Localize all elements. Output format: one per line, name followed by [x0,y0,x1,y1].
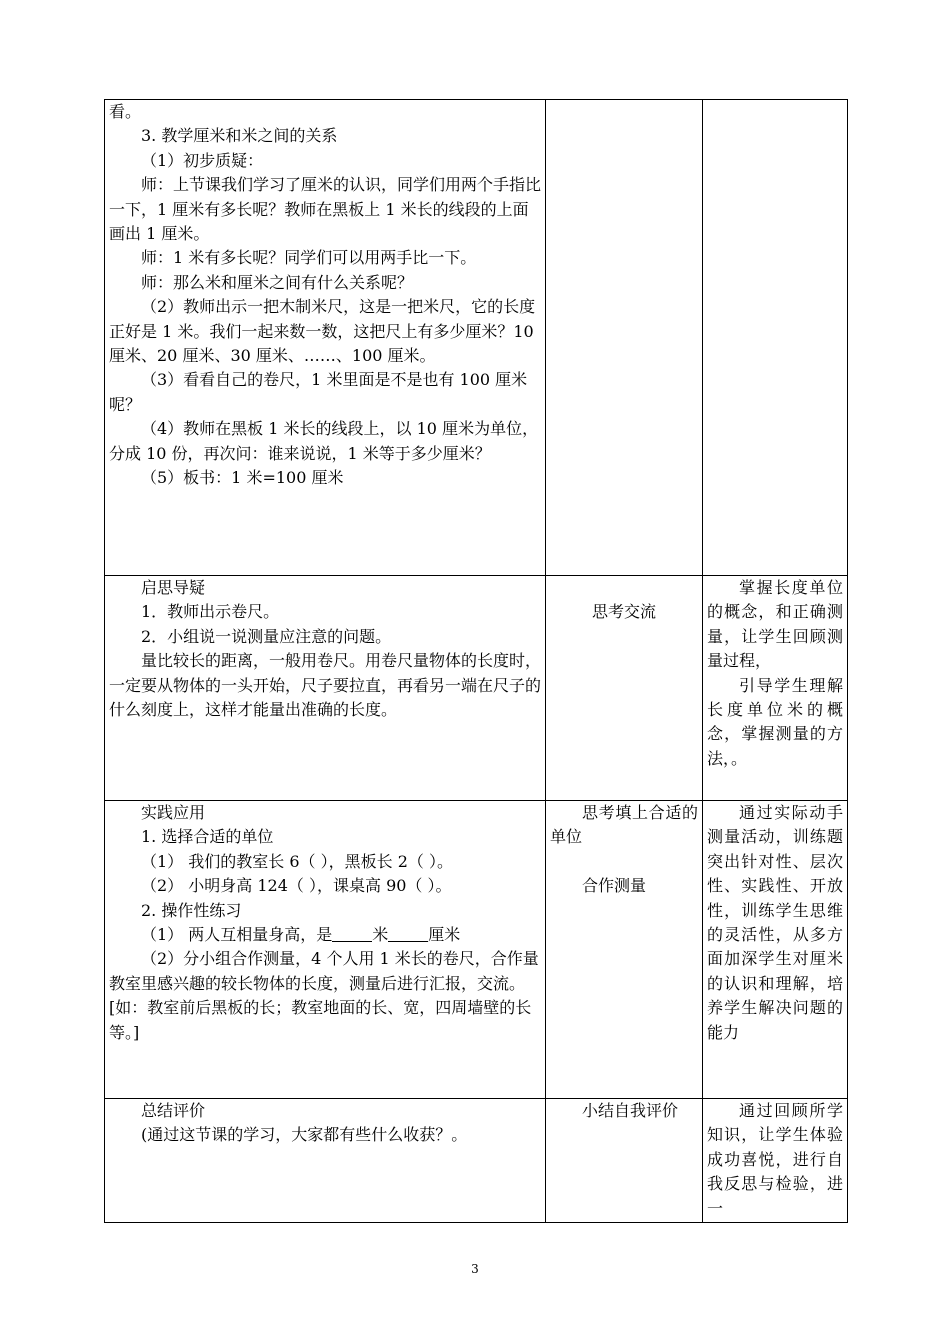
paragraph: （2）分小组合作测量，4 个人用 1 米长的卷尺，合作量教室里感兴趣的较长物体的长度，测量后进行汇报，交流。[如：教室前后黑板的长；教室地面的长、宽，四周墙壁的长等。] [109,949,539,1042]
paragraph: （2）教师出示一把木制米尺，这是一把米尺，它的长度正好是 1 米。我们一起来数一数，这把尺上有多少厘米？10 厘米、20 厘米、30 厘米、……、100 厘米。 [109,297,536,366]
paragraph: 2．小组说一说测量应注意的问题。 [141,626,392,646]
paragraph: （1）初步质疑： [141,150,264,170]
table-row [105,801,848,1099]
paragraph: 1. 选择合适的单位 [141,827,274,847]
paragraph: 掌握长度单位的概念，和正确测量，让学生回顾测量过程， [707,578,843,671]
blank-fill-line [109,923,541,947]
teaching-process-cell [105,576,546,801]
student-activity-cell [546,576,703,801]
lesson-plan-table [104,99,848,1223]
paragraph: （3）看看自己的卷尺，1 米里面是不是也有 100 厘米呢？ [109,370,528,414]
blank-prefix: （1） 两人互相量身高，是 [141,925,333,945]
design-intent-cell [703,100,848,576]
paragraph: 2. 操作性练习 [141,900,242,920]
paragraph: 1．教师出示卷尺。 [141,602,280,622]
table-row [105,576,848,801]
unit-centimeter: 厘米 [428,925,461,945]
blank-centimeters [388,925,428,942]
unit-meter: 米 [372,925,389,945]
paragraph: 师：那么米和厘米之间有什么关系呢？ [141,272,414,292]
page-number: 3 [471,1262,479,1276]
design-intent-cell [703,1099,848,1223]
teaching-process-cell [105,801,546,1099]
paragraph: 量比较长的距离，一般用卷尺。用卷尺量物体的长度时，一定要从物体的一头开始，尺子要拉直，再看另一端在尺子的什么刻度上，这样才能量出准确的长度。 [109,651,542,720]
teaching-process-cell [105,1099,546,1223]
design-intent-cell [703,576,848,801]
student-activity-cell [546,1099,703,1223]
paragraph: 小结自我评价 [582,1101,679,1120]
paragraph: 通过回顾所学知识，让学生体验成功喜悦，进行自我反思与检验，进一 [707,1101,843,1218]
section-heading: 实践应用 [141,803,206,822]
paragraph: 思考填上合适的单位 [550,803,698,847]
table-row [105,1099,848,1223]
paragraph: 通过实际动手测量活动，训练题突出针对性、层次性、实践性、开放性，训练学生思维的灵活性，从多方面加深学生对厘米的认识和理解，培养学生解决问题的能力 [707,803,843,1042]
paragraph: （2） 小明身高 124（ ），课桌高 90（ ）。 [141,876,452,896]
table-row [105,100,848,576]
paragraph: 合作测量 [582,876,647,896]
spacer [550,850,698,874]
teaching-process-cell [105,100,546,576]
paragraph: 师：上节课我们学习了厘米的认识，同学们用两个手指比一下，1 厘米有多长呢？教师在黑板上 1 米长的线段的上面画出 1 厘米。 [109,175,542,244]
paragraph: 思考交流 [591,602,656,621]
paragraph: 引导学生理解长度单位米的概念，掌握测量的方法，。 [707,675,843,768]
paragraph: (通过这节课的学习，大家都有些什么收获？。 [141,1125,468,1145]
section-heading: 总结评价 [141,1101,206,1120]
student-activity-cell [546,100,703,576]
paragraph: （4）教师在黑板 1 米长的线段上，以 10 厘米为单位，分成 10 份，再次问：谁来说说，1 米等于多少厘米？ [109,419,539,463]
paragraph: 3. 教学厘米和米之间的关系 [141,126,338,146]
paragraph: 看。 [109,102,142,121]
blank-meters [332,925,372,942]
student-activity-cell [546,801,703,1099]
paragraph: （5）板书：1 米=100 厘米 [141,468,344,488]
section-heading: 启思导疑 [141,578,206,597]
paragraph: （1） 我们的教室长 6（ ），黑板长 2（ ）。 [141,851,453,871]
design-intent-cell [703,801,848,1099]
paragraph: 师：1 米有多长呢？同学们可以用两手比一下。 [141,248,477,268]
